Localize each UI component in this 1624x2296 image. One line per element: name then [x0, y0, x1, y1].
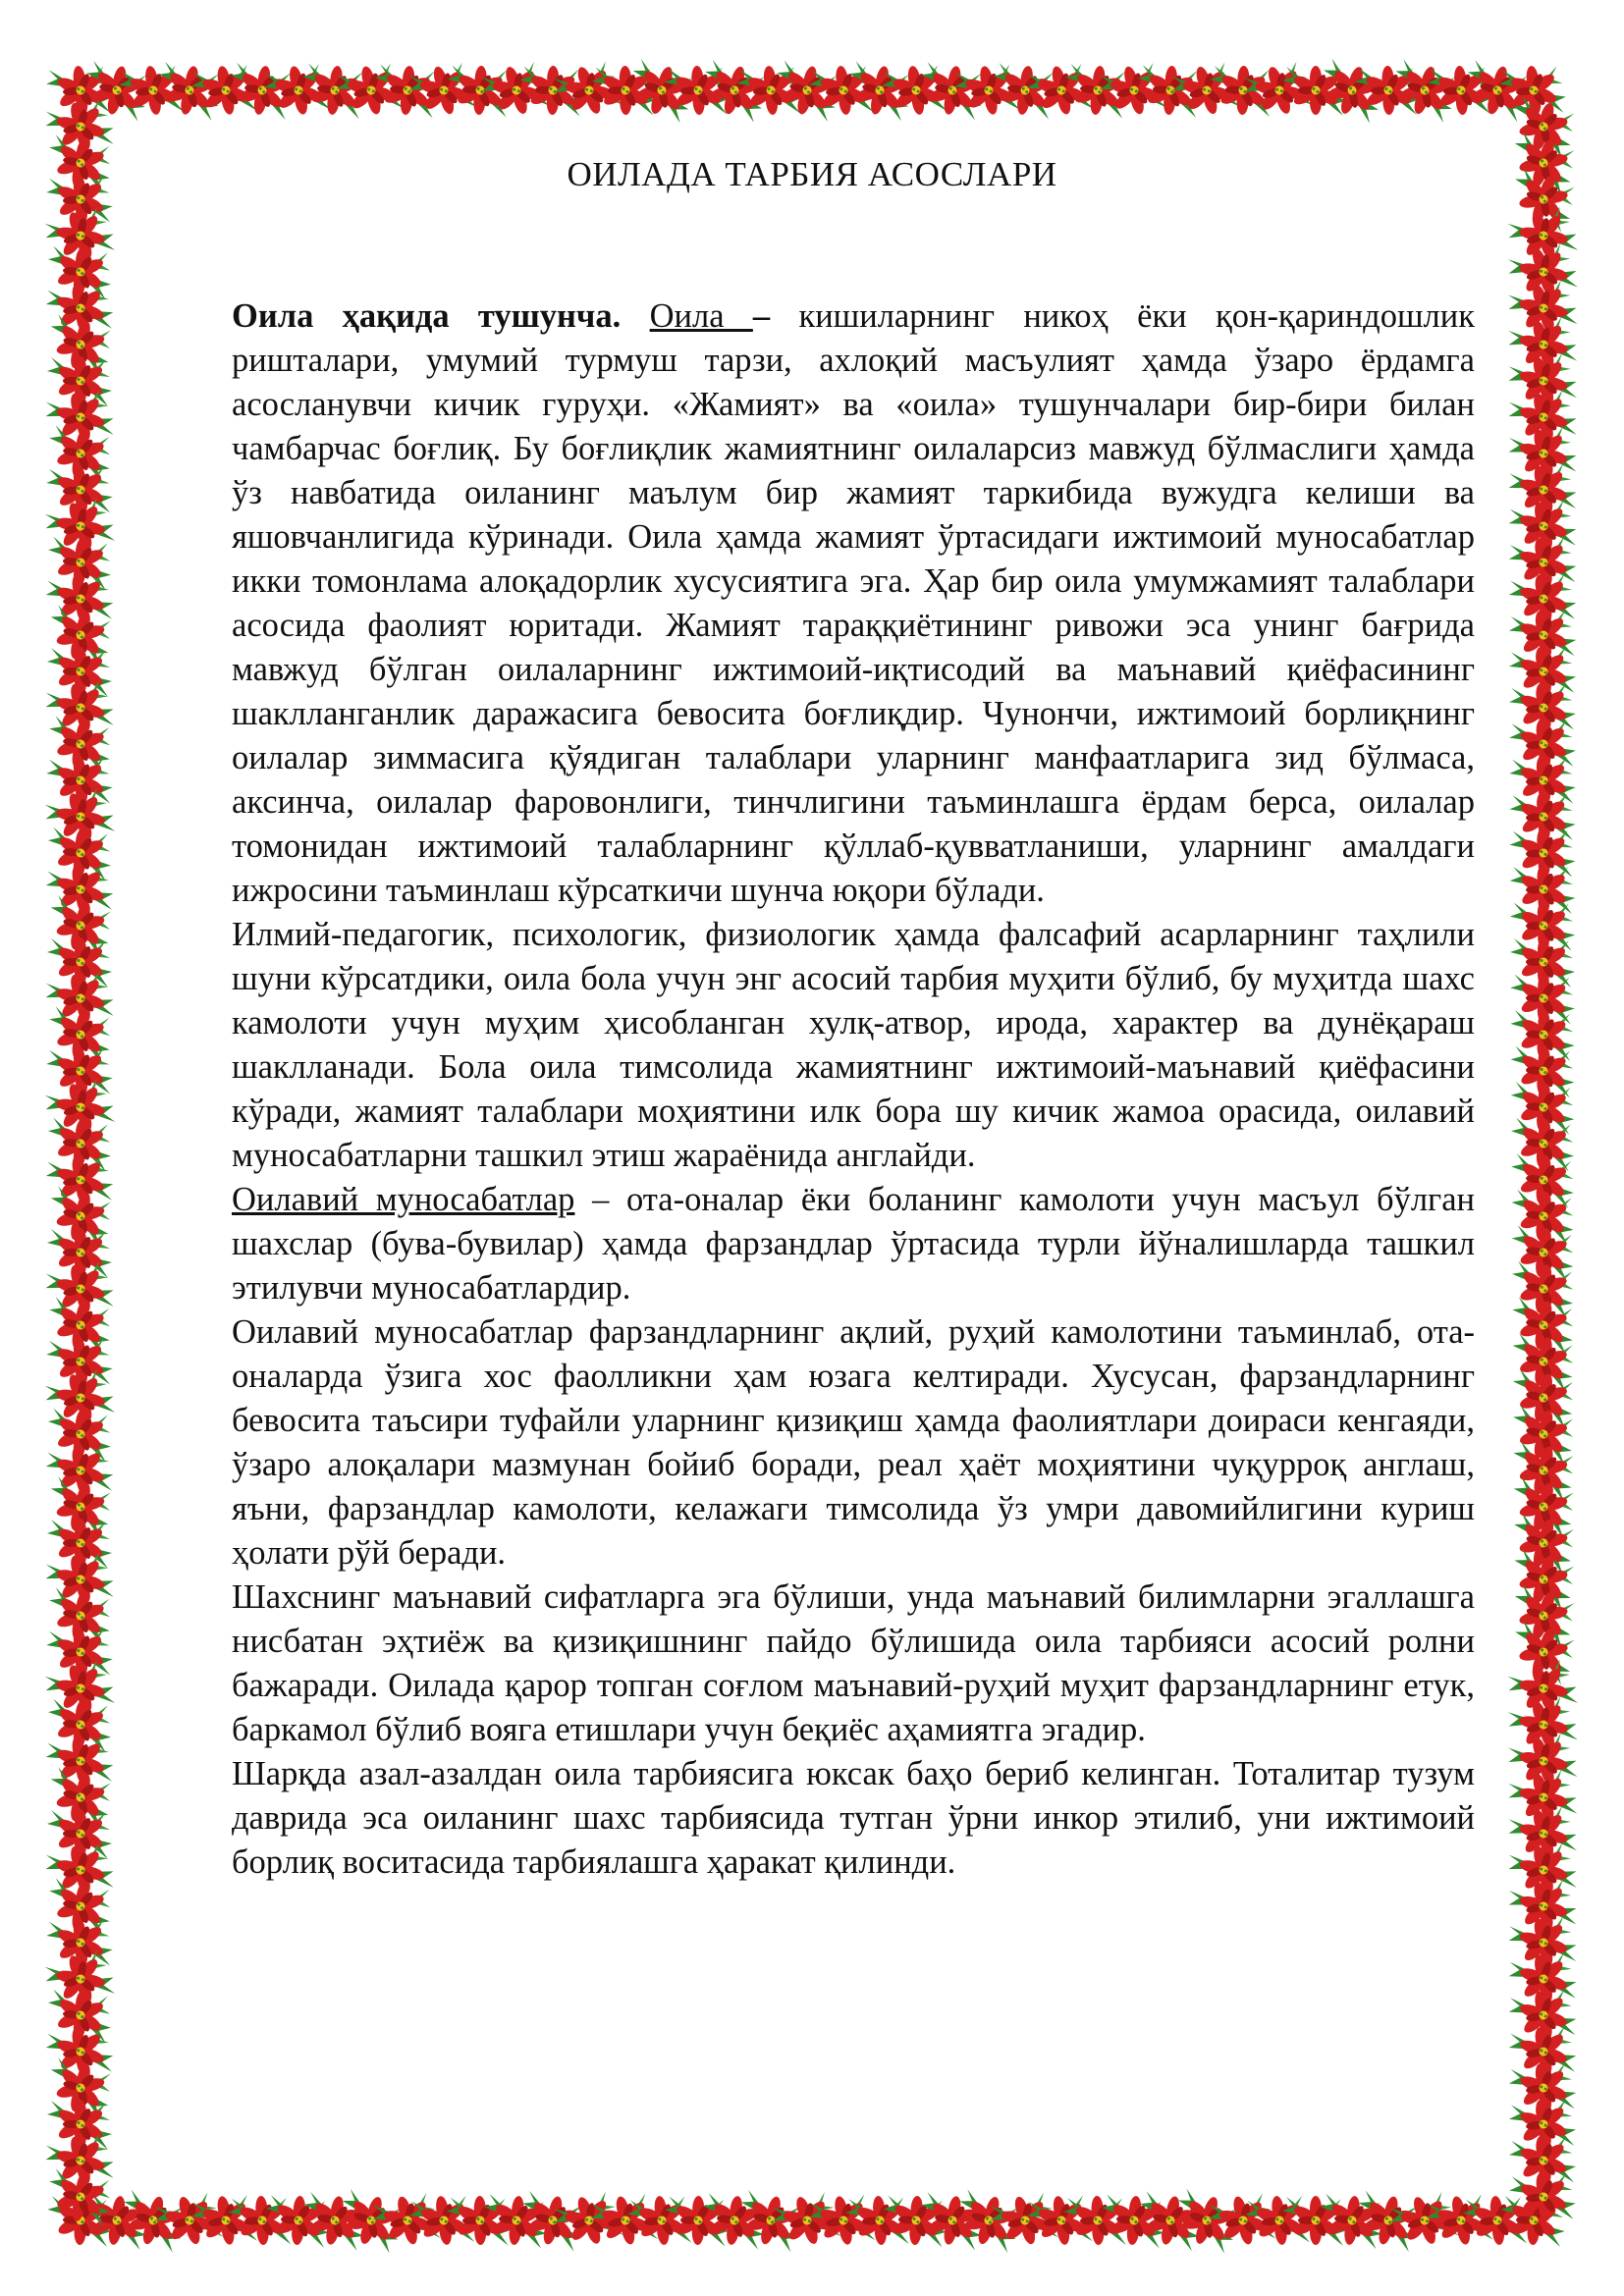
poinsettia-flower: [47, 2100, 112, 2150]
poinsettia-flower: [1385, 2187, 1463, 2256]
poinsettia-flower: [949, 2187, 1026, 2254]
poinsettia-flower: [1135, 64, 1203, 118]
poinsettia-flower: [298, 2190, 371, 2252]
poinsettia-flower: [1504, 239, 1582, 307]
poinsettia-flower: [43, 423, 116, 484]
poinsettia-flower: [47, 937, 112, 988]
poinsettia-flower: [40, 1655, 118, 1724]
poinsettia-flower: [369, 2189, 445, 2254]
poinsettia-flower: [79, 59, 153, 123]
poinsettia-flower: [332, 2187, 409, 2255]
poinsettia-flower: [1507, 1224, 1578, 1283]
poinsettia-flower: [1025, 2191, 1097, 2251]
poinsettia-flower: [1282, 2196, 1347, 2246]
poinsettia-flower: [1209, 65, 1275, 117]
poinsettia-flower: [40, 783, 118, 852]
poinsettia-flower: [41, 2056, 117, 2120]
poinsettia-flower: [43, 569, 116, 630]
poinsettia-flower: [41, 1765, 117, 1830]
poinsettia-flower: [80, 2191, 151, 2251]
poinsettia-flower: [880, 61, 951, 121]
poinsettia-flower: [47, 1519, 112, 1569]
poinsettia-flower: [1504, 1655, 1582, 1724]
poinsettia-flower: [40, 202, 118, 271]
poinsettia-flower: [114, 2188, 190, 2254]
poinsettia-flower: [626, 2193, 696, 2250]
poinsettia-flower: [45, 1116, 114, 1172]
poinsettia-flower: [1503, 1618, 1581, 1686]
poinsettia-flower: [480, 2193, 550, 2250]
poinsettia-flower: [43, 860, 116, 921]
poinsettia-flower: [1510, 973, 1576, 1024]
poinsettia-flower: [43, 1150, 116, 1211]
poinsettia-flower: [1506, 569, 1579, 630]
poinsettia-flower: [1316, 2192, 1386, 2250]
poinsettia-flower: [41, 1184, 117, 1249]
poinsettia-flower: [519, 65, 585, 116]
poinsettia-flower: [407, 2192, 478, 2251]
poinsettia-flower: [1509, 1044, 1577, 1097]
poinsettia-flower: [43, 1004, 116, 1065]
poinsettia-flower: [43, 2022, 116, 2083]
poinsettia-flower: [882, 2194, 949, 2247]
poinsettia-flower: [1167, 58, 1244, 125]
poinsettia-flower: [45, 535, 114, 591]
poinsettia-flower: [1350, 2189, 1425, 2253]
poinsettia-flower: [514, 2189, 589, 2253]
poinsettia-flower: [1505, 1911, 1580, 1975]
poinsettia-flower: [447, 2195, 513, 2246]
poinsettia-flower: [1506, 1259, 1578, 1319]
poinsettia-flower: [42, 95, 118, 160]
poinsettia-flower: [1505, 1875, 1580, 1939]
document-title: ОИЛАДА ТАРБИЯ АСОСЛАРИ: [567, 155, 1057, 193]
poinsettia-flower: [1506, 496, 1580, 559]
poinsettia-flower: [225, 61, 297, 121]
poinsettia-flower: [372, 63, 441, 119]
poinsettia-flower: [45, 1407, 114, 1463]
poinsettia-flower: [43, 2166, 116, 2227]
poinsettia-flower: [45, 244, 114, 300]
poinsettia-flower: [1506, 1295, 1579, 1356]
poinsettia-flower: [1504, 348, 1581, 414]
poinsettia-flower: [1504, 1691, 1582, 1760]
poinsettia-flower: [1505, 422, 1580, 486]
term-dash: –: [752, 297, 771, 335]
poinsettia-flower: [43, 714, 116, 774]
poinsettia-flower: [477, 57, 555, 125]
poinsettia-flower: [915, 60, 988, 121]
poinsettia-flower: [45, 1988, 114, 2044]
poinsettia-flower: [1507, 2132, 1578, 2190]
poinsettia-flower: [1504, 312, 1581, 379]
poinsettia-flower: [735, 63, 804, 119]
poinsettia-flower: [1508, 717, 1578, 774]
poinsettia-flower: [261, 60, 335, 123]
paragraph-east-tradition: Шарқда азал-азалдан оила тарбиясига юксак баҳо бериб келинган. Тоталитар тузум даврида эса оиланинг шахс тарбиясида тутган ўрни инкор этилиб, уни ижтимоий борлиқ воситасида тарбиялашга ҳаракат қилинди.: [232, 1755, 1475, 1881]
poinsettia-flower: [1505, 1366, 1579, 1429]
poinsettia-flower: [549, 2187, 626, 2256]
poinsettia-flower: [549, 57, 626, 126]
poinsettia-flower: [1504, 1582, 1582, 1650]
poinsettia-flower: [1023, 59, 1098, 123]
poinsettia-flower: [1506, 2022, 1579, 2083]
poinsettia-flower: [150, 2188, 227, 2255]
poinsettia-flower: [42, 967, 118, 1032]
poinsettia-flower: [42, 1548, 118, 1613]
poinsettia-flower: [1426, 64, 1493, 118]
poinsettia-flower: [1505, 458, 1580, 522]
poinsettia-flower: [47, 1809, 112, 1859]
poinsettia-flower: [1504, 1728, 1582, 1795]
poinsettia-flower: [623, 57, 700, 125]
poinsettia-flower: [45, 753, 114, 809]
poinsettia-flower: [1507, 2096, 1578, 2155]
poinsettia-flower: [1505, 1439, 1580, 1503]
section-heading: Оила ҳақида тушунча.: [232, 297, 622, 335]
poinsettia-flower: [806, 2190, 880, 2252]
poinsettia-flower: [43, 1295, 116, 1356]
paragraph-spiritual-qualities: Шахснинг маънавий сифатларга эга бўлиши, унда маънавий билимларни эгаллашга нисбатан эҳтиёж ва қизиқишнинг пайдо бўлишида оила тарбияси асосий ролни бажаради. Оилада қарор топган соғлом маънавий-руҳий муҳит фарзандларнинг етук, баркамол бўлиб вояга етишлари учун беқиёс аҳамиятга эгадир.: [232, 1578, 1475, 1748]
poinsettia-flower: [42, 1257, 118, 1322]
poinsettia-flower: [665, 2195, 731, 2246]
poinsettia-flower: [587, 2189, 662, 2253]
paragraph-relations-effect: Оилавий муносабатлар фарзандларнинг ақлий, руҳий камолотини таъминлаб, ота-оналарда ўзига хос фаолликни ҳам юзага келтиради. Хусусан, фарзандларнинг бевосита таъсири туфайли уларнинг қизиқиш ҳамда фаолиятлари доираси кенгаяди, ўзаро алоқалари мазмунан бойиб боради, реал ҳаёт моҳиятини чуқурроқ англаш, яъни, фарзандлар камолоти, келажаги тимсолида ўз умри давомийлигини куриш ҳолати рўй беради.: [232, 1313, 1475, 1572]
poinsettia-flower: [768, 2187, 845, 2255]
poinsettia-flower: [1505, 386, 1581, 451]
poinsettia-flower: [43, 1441, 116, 1502]
poinsettia-flower: [263, 2194, 331, 2248]
poinsettia-flower: [951, 60, 1025, 122]
document-body: [232, 294, 1475, 1885]
paragraph-analysis: Илмий-педагогик, психологик, физиологик ҳамда фалсафий асарларнинг таҳлили шуни кўрсатдики, оила бола учун энг асосий тарбия муҳити бўлиб, бу муҳитда шахс камолоти учун муҳим ҳисобланган хулқ-атвор, ирода, характер ва дунёқараш шаклланади. Бола оила тимсолида жамиятнинг ижтимоий-маънавий қиёфасини кўради, жамият талаблари моҳиятини илк бора шу кичик жамоа орасида, оилавий муносабатларни ташкил этиш жараёнида англайди.: [232, 916, 1475, 1174]
poinsettia-flower: [1508, 790, 1576, 844]
poinsettia-flower: [1506, 1949, 1580, 2011]
poinsettia-flower: [1504, 1801, 1581, 1867]
poinsettia-flower: [45, 826, 114, 881]
poinsettia-flower: [1499, 2195, 1566, 2247]
poinsettia-flower: [698, 2192, 769, 2251]
poinsettia-flower: [1462, 2193, 1531, 2249]
poinsettia-flower: [1498, 63, 1568, 120]
poinsettia-flower: [43, 1876, 116, 1937]
poinsettia-flower: [1507, 643, 1578, 702]
poinsettia-flower: [40, 1946, 118, 2014]
poinsettia-flower: [1312, 56, 1389, 125]
poinsettia-flower: [1061, 63, 1131, 120]
poinsettia-flower: [405, 58, 481, 124]
poinsettia-flower: [1509, 864, 1576, 916]
poinsettia-flower: [1507, 2058, 1579, 2118]
poinsettia-flower: [41, 893, 117, 958]
poinsettia-flower: [1508, 753, 1577, 809]
term-family-relations: Оилавий муносабатлар: [232, 1181, 575, 1218]
poinsettia-flower: [446, 64, 514, 117]
poinsettia-flower: [1506, 1985, 1580, 2047]
poinsettia-flower: [1424, 2190, 1497, 2253]
poinsettia-flower: [1205, 2189, 1279, 2253]
poinsettia-flower: [1504, 93, 1581, 160]
paragraph-family-concept: [232, 294, 1475, 913]
poinsettia-flower: [298, 62, 369, 120]
poinsettia-flower: [1063, 2195, 1130, 2247]
poinsettia-flower: [1508, 1081, 1576, 1135]
poinsettia-flower: [1504, 1546, 1581, 1613]
poinsettia-flower: [45, 462, 114, 518]
poinsettia-flower: [844, 2194, 912, 2248]
poinsettia-flower: [841, 59, 915, 122]
poinsettia-flower: [117, 62, 188, 121]
poinsettia-flower: [45, 1915, 114, 1971]
poinsettia-flower: [1509, 827, 1577, 880]
poinsettia-flower: [45, 63, 115, 120]
poinsettia-flower: [1096, 59, 1171, 124]
poinsettia-flower: [41, 1474, 117, 1539]
poinsettia-flower: [695, 58, 772, 124]
poinsettia-flower: [1507, 1152, 1577, 1209]
poinsettia-flower: [41, 312, 117, 377]
poinsettia-flower: [189, 2191, 261, 2252]
poinsettia-flower: [40, 1074, 118, 1143]
poinsettia-flower: [1099, 2193, 1167, 2249]
poinsettia-flower: [41, 603, 117, 667]
poinsettia-flower: [47, 356, 112, 406]
poinsettia-flower: [1507, 679, 1578, 737]
poinsettia-flower: [769, 59, 843, 123]
poinsettia-flower: [1504, 202, 1582, 271]
poinsettia-flower: [40, 493, 118, 561]
poinsettia-flower: [1510, 937, 1575, 988]
poinsettia-flower: [46, 2195, 113, 2247]
poinsettia-flower: [1385, 57, 1462, 124]
poinsettia-flower: [42, 386, 118, 451]
poinsettia-flower: [43, 1732, 116, 1792]
poinsettia-flower: [152, 60, 226, 122]
term-family: Оила: [649, 297, 753, 335]
poinsettia-flower: [45, 1697, 114, 1753]
poinsettia-flower: [1507, 606, 1579, 666]
poinsettia-flower: [333, 59, 407, 123]
poinsettia-flower: [1132, 2189, 1206, 2252]
poinsettia-flower: [43, 279, 116, 340]
poinsettia-flower: [1504, 1765, 1581, 1832]
poinsettia-flower: [45, 1043, 114, 1099]
poinsettia-flower: [42, 1839, 118, 1903]
poinsettia-flower: [42, 2129, 118, 2194]
poinsettia-flower: [986, 2188, 1062, 2254]
poinsettia-flower: [1166, 2186, 1244, 2255]
poinsettia-flower: [664, 64, 731, 117]
poinsettia-flower: [45, 1334, 114, 1390]
poinsettia-flower: [1510, 900, 1576, 951]
poinsettia-flower: [1509, 1009, 1576, 1061]
poinsettia-flower: [40, 1364, 118, 1433]
poinsettia-flower: [43, 1585, 116, 1646]
poinsettia-flower: [1243, 2192, 1314, 2250]
poinsettia-flower: [1505, 1403, 1580, 1467]
poinsettia-flower: [228, 2194, 296, 2247]
poinsettia-flower: [1282, 66, 1347, 116]
poinsettia-flower: [807, 62, 878, 120]
poinsettia-flower: [1508, 1116, 1577, 1172]
poinsettia-flower: [1506, 1331, 1580, 1393]
poinsettia-flower: [189, 61, 261, 122]
poinsettia-flower: [592, 65, 658, 116]
poinsettia-flower: [1354, 65, 1421, 117]
poinsettia-flower: [1505, 1839, 1581, 1903]
poinsettia-flower: [45, 1625, 114, 1681]
poinsettia-flower: [1506, 532, 1580, 594]
poinsettia-flower: [1240, 57, 1318, 126]
poinsettia-flower: [47, 1228, 112, 1278]
poinsettia-flower: [47, 647, 112, 697]
poinsettia-flower: [1504, 1511, 1581, 1576]
poinsettia-flower: [1504, 1474, 1580, 1539]
paragraph-text: кишиларнинг никоҳ ёки қон-қариндошлик ришталари, умумий турмуш тарзи, ахлоқий масъулият ҳамда ўзаро ёрдамга асосланувчи кичик гуруҳи. «Жамият» ва «оила» тушунчалари бир-бири билан чамбарчас боғлиқ. Бу боғлиқлик жамиятнинг оилаларсиз мавжуд бўлмаслиги ҳамда ўз навбатида оиланинг маълум бир жамият таркибида вужудга келиши ва яшовчанлигида кўринади. Оила ҳамда жамият ўртасидаги ижтимоий муносабатлар икки томонлама алоқадорлик хусусиятига эга. Ҳар бир оила умумжамият талаблари асосида фаолият юритади. Жамият тараққиётининг ривожи эса унинг бағрида мавжуд бўлган оилаларнинг ижтимоий-иқтисодий ва маънавий қиёфасининг шаклланганлик даражасига бевосита боғлиқдир. Чунончи, ижтимоий борлиқнинг оилалар зиммасига қўядиган талаблари уларнинг манфаатларига зид бўлмаса, аксинча, оилалар фаровонлиги, тинчлигини таъминлашга ёрдам берса, оилалар томонидан ижтимоий талабларнинг қўллаб-қувватланиши, уларнинг амалдаги ижросини таъминлаш кўрсаткичи шунча юқори бўлади.: [232, 297, 1475, 909]
paragraph-text: – ота-оналар ёки боланинг камолоти учун масъул бўлган шахслар (бува-бувилар) ҳамда фарзандлар ўртасида турли йўналишларда ташкил этилувчи муносабатлардир.: [232, 1181, 1475, 1307]
poinsettia-flower: [1504, 275, 1582, 343]
poinsettia-flower: [915, 2190, 988, 2251]
poinsettia-flower: [1458, 58, 1534, 123]
poinsettia-flower: [989, 62, 1059, 121]
poinsettia-flower: [731, 2188, 807, 2253]
paragraph-family-relations: [232, 1178, 1475, 1310]
poinsettia-flower: [1508, 2169, 1578, 2226]
poinsettia-flower: [1507, 1188, 1578, 1246]
poinsettia-flower: [42, 676, 118, 741]
